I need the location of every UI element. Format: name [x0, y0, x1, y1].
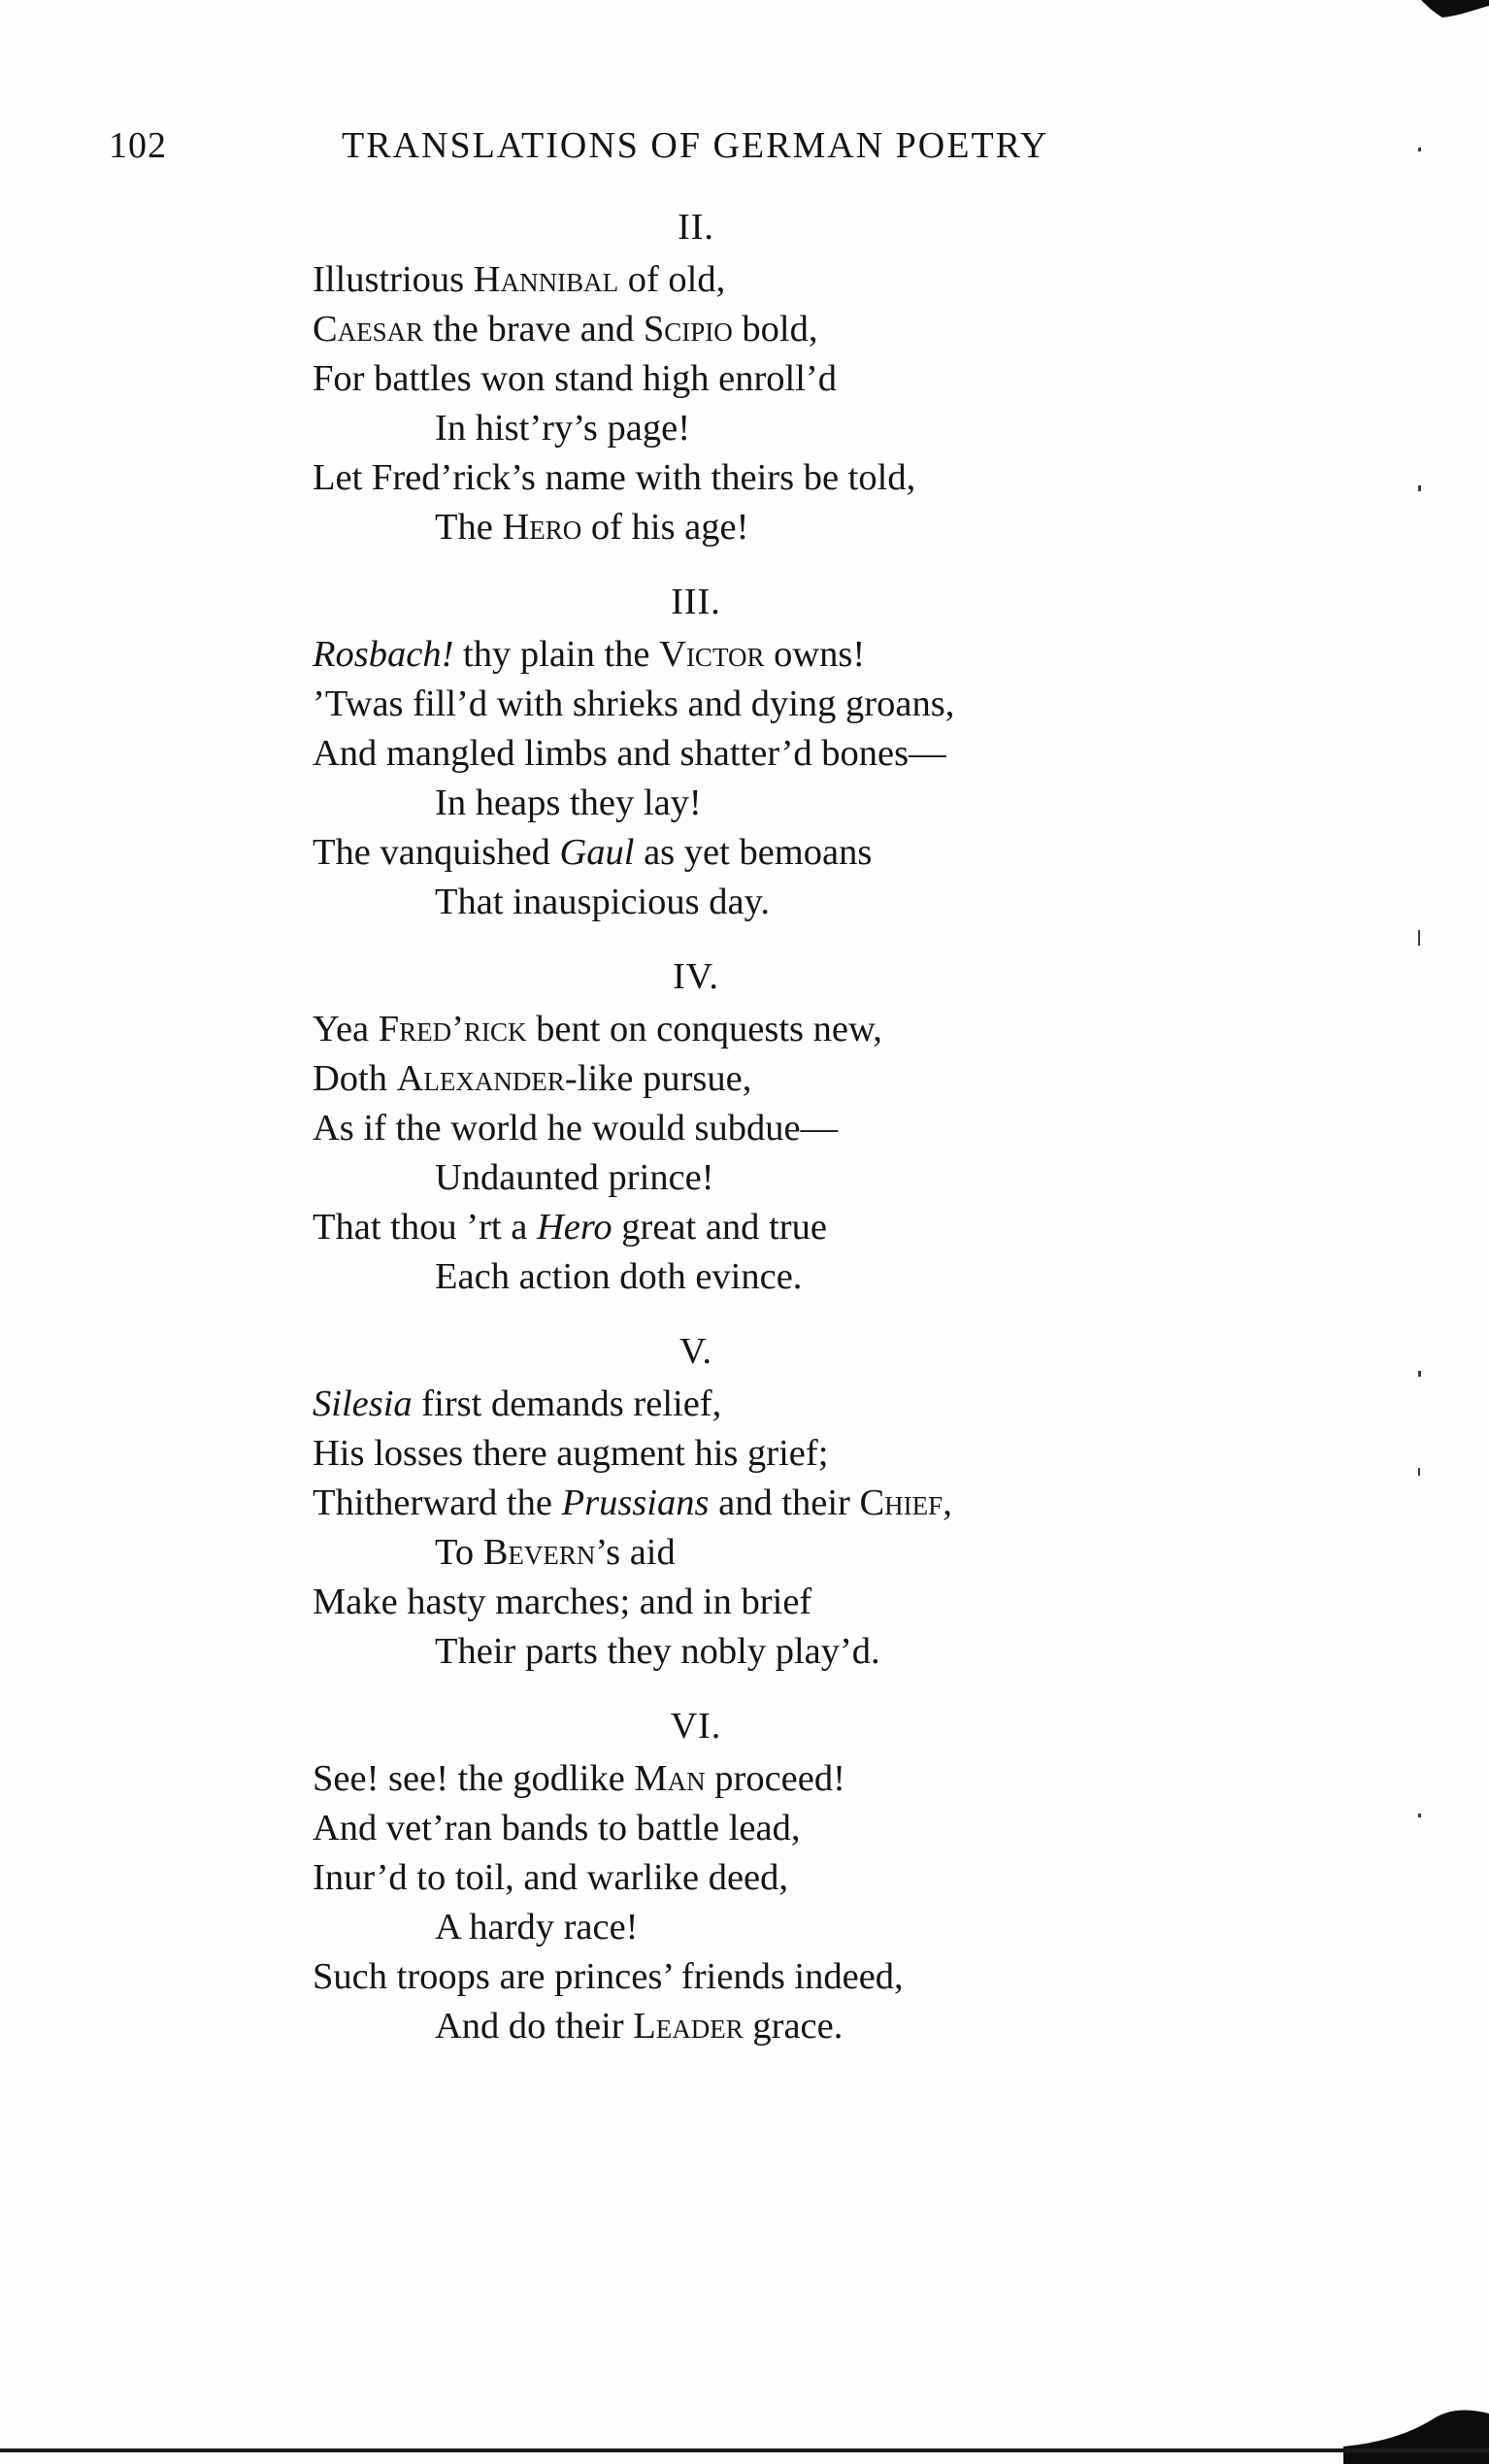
verse-text: ’Twas fill’d with shrieks and dying groans, — [313, 683, 955, 724]
verse-text: of old, — [618, 259, 726, 300]
verse-line — [313, 453, 1186, 503]
scan-shadow-top — [1382, 0, 1489, 29]
verse-text: That thou ’rt a — [313, 1207, 537, 1248]
verse-text: the brave and — [423, 309, 644, 350]
verse-text: A hardy race! — [435, 1907, 639, 1948]
stanza — [313, 1323, 1186, 1677]
verse-line — [313, 1005, 1186, 1054]
verse-line-indented — [313, 1903, 1186, 1952]
small-caps-text: Chief — [859, 1482, 943, 1523]
scan-speck — [1418, 1468, 1420, 1476]
verse-line — [313, 1853, 1186, 1903]
italic-text: Rosbach! — [313, 634, 454, 675]
verse-line-indented — [313, 1153, 1186, 1203]
verse-text: Their parts they nobly play’d. — [435, 1631, 880, 1672]
verse-text: Thitherward the — [313, 1482, 562, 1523]
page-number: 102 — [109, 125, 167, 166]
running-title: TRANSLATIONS OF GERMAN POETRY — [342, 125, 1049, 166]
small-caps-text: Alexander — [396, 1058, 565, 1099]
italic-text: Gaul — [559, 832, 635, 873]
stanza — [313, 574, 1186, 927]
verse-text: Let Fred’rick’s name with theirs be told, — [313, 457, 916, 498]
verse-text: , — [943, 1482, 952, 1523]
verse-text: The vanquished — [313, 832, 560, 873]
verse-text: That inauspicious day. — [435, 882, 770, 922]
verse-line-indented — [313, 878, 1186, 927]
small-caps-text: Man — [634, 1758, 706, 1799]
verse-line — [313, 354, 1186, 404]
stanza-number: V. — [678, 1331, 713, 1372]
verse-text: Doth — [313, 1058, 397, 1099]
verse-text: As if the world he would subdue— — [313, 1108, 839, 1149]
verse-text: owns! — [764, 634, 866, 675]
verse-text: Illustrious — [313, 259, 474, 300]
verse-text: Inur’d to toil, and warlike deed, — [313, 1857, 789, 1898]
verse-text: Such troops are princes’ friends indeed, — [313, 1956, 904, 1997]
verse-text: -like pursue, — [564, 1058, 752, 1099]
verse-line-indented — [313, 779, 1186, 828]
small-caps-text: Caesar — [313, 309, 424, 350]
verse-text: grace. — [743, 2006, 844, 2047]
verse-text: bold, — [732, 309, 818, 350]
verse-text: The — [435, 507, 503, 548]
verse-line-indented — [313, 503, 1186, 552]
verse-text: And mangled limbs and shatter’d bones— — [313, 733, 946, 774]
bottom-edge-rule — [0, 2448, 1489, 2452]
stanza — [313, 199, 1186, 552]
verse-line — [313, 1054, 1186, 1104]
verse-line-indented — [313, 1528, 1186, 1578]
small-caps-text: Hero — [502, 507, 582, 548]
verse-line — [313, 828, 1186, 878]
verse-line — [313, 1380, 1186, 1429]
verse-line-indented — [313, 2002, 1186, 2051]
scan-speck — [1418, 148, 1421, 151]
verse-text: great and true — [612, 1207, 827, 1248]
verse-line — [313, 1203, 1186, 1252]
stanza-number: III. — [671, 582, 721, 622]
scan-shadow-bottom — [1343, 2396, 1489, 2464]
verse-text: And do their — [435, 2006, 634, 2047]
verse-text: In hist’ry’s page! — [435, 408, 691, 449]
italic-text: Silesia — [313, 1383, 413, 1424]
small-caps-text: Scipio — [643, 309, 733, 350]
small-caps-text: Hannibal — [473, 259, 619, 300]
scan-speck — [1418, 930, 1420, 946]
stanza — [313, 949, 1186, 1302]
stanza — [313, 1698, 1186, 2051]
stanza-number: II. — [678, 207, 714, 248]
verse-text: thy plain the — [453, 634, 660, 675]
verse-text: ’s aid — [595, 1532, 676, 1573]
verse-line — [313, 255, 1186, 305]
verse-text: Each action doth evince. — [435, 1256, 803, 1297]
verse-text: and their — [709, 1482, 860, 1523]
italic-text: Prussians — [561, 1482, 710, 1523]
small-caps-text: Victor — [659, 634, 765, 675]
scan-speck — [1418, 1814, 1421, 1817]
running-head — [109, 124, 1089, 173]
verse-line-indented — [313, 1627, 1186, 1677]
verse-line — [313, 1479, 1186, 1528]
verse-line-indented — [313, 404, 1186, 453]
verse-line — [313, 1754, 1186, 1804]
italic-text: Hero — [536, 1207, 612, 1248]
verse-line — [313, 1429, 1186, 1479]
small-caps-text: Bevern — [482, 1532, 596, 1573]
verse-text: See! see! the godlike — [313, 1758, 635, 1799]
stanza-number: VI. — [670, 1706, 722, 1747]
verse-text: of his age! — [581, 507, 749, 548]
verse-text: His losses there augment his grief; — [313, 1433, 829, 1474]
small-caps-text: Fred’rick — [378, 1009, 527, 1049]
verse-text: proceed! — [705, 1758, 845, 1799]
scan-speck — [1418, 485, 1421, 491]
verse-line — [313, 1104, 1186, 1153]
verse-line — [313, 630, 1186, 680]
verse-line — [313, 305, 1186, 354]
verse-line — [313, 680, 1186, 729]
verse-text: And vet’ran bands to battle lead, — [313, 1808, 801, 1848]
verse-text: To — [435, 1532, 483, 1573]
verse-text: Yea — [313, 1009, 379, 1049]
verse-text: Undaunted prince! — [435, 1157, 714, 1198]
verse-text: For battles won stand high enroll’d — [313, 358, 837, 399]
verse-text: Make hasty marches; and in brief — [313, 1582, 812, 1622]
scan-speck — [1418, 1371, 1421, 1377]
verse-text: bent on conquests new, — [526, 1009, 882, 1049]
verse-text: In heaps they lay! — [435, 782, 702, 823]
verse-text: as yet bemoans — [634, 832, 873, 873]
verse-line — [313, 1804, 1186, 1853]
verse-line — [313, 729, 1186, 779]
verse-line — [313, 1952, 1186, 2002]
stanza-number: IV. — [673, 956, 719, 997]
poem-body — [313, 199, 1186, 2073]
verse-line-indented — [313, 1252, 1186, 1302]
verse-text: first demands relief, — [412, 1383, 722, 1424]
small-caps-text: Leader — [633, 2006, 744, 2047]
verse-line — [313, 1578, 1186, 1627]
